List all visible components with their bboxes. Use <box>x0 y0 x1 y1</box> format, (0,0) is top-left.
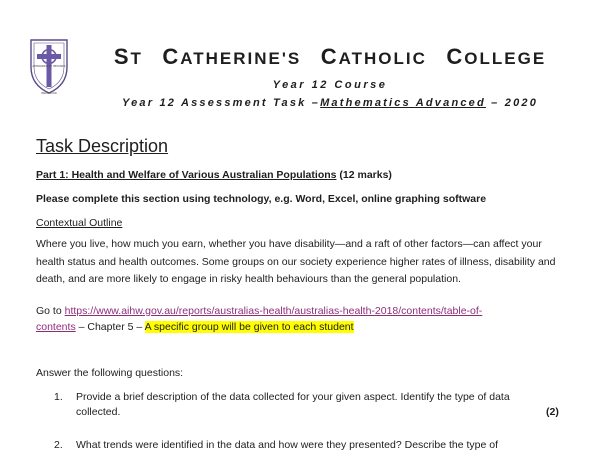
college-crest-logo <box>28 37 70 95</box>
instruction-text: Please complete this section using technology, e.g. Word, Excel, online graphing software <box>36 193 487 205</box>
highlighted-note: A specific group will be given to each student <box>144 321 354 333</box>
task-subtitle: Year 12 Assessment Task –Mathematics Advanced – 2020 <box>121 97 539 109</box>
question-number: 1. <box>54 391 63 403</box>
question-text: Provide a brief description of the data collected for your given aspect. Identify the type of data collected. <box>76 391 510 418</box>
svg-text:BRAIDWOOD: BRAIDWOOD <box>41 92 57 95</box>
course-subtitle: Year 12 Course <box>272 79 388 91</box>
school-name-title <box>100 44 560 70</box>
contextual-outline-paragraph: Where you live, how much you earn, whether you have disability—and a raft of other factors—can affect your health status and health outcomes. Some groups on our society experience higher rates of illness, disability and death, and are more likely to engage in risky health behaviours than the general population. <box>36 238 556 285</box>
title-word-1: ST <box>113 44 143 69</box>
goto-line: Go to https://www.aihw.gov.au/reports/australias-health/australias-health-2018/contents/table-of- <box>36 305 483 317</box>
question-number: 2. <box>54 439 63 451</box>
svg-text:ADMIRANDA ET IMITANDA: ADMIRANDA ET IMITANDA <box>32 65 66 68</box>
answer-intro: Answer the following questions: <box>36 367 184 379</box>
subject-name: Mathematics Advanced <box>320 97 486 109</box>
title-word-4: COLLEGE <box>446 44 547 69</box>
part-title: Part 1: Health and Welfare of Various Australian Populations (12 marks) <box>36 169 392 181</box>
task-description-heading: Task Description <box>36 136 169 156</box>
question-text: What trends were identified in the data and how were they presented? Describe the type of <box>76 439 498 451</box>
question-marks: (2) <box>546 406 559 418</box>
title-word-2: CATHERINE'S <box>162 44 302 69</box>
aihw-report-link[interactable]: https://www.aihw.gov.au/reports/australias-health/australias-health-2018/contents/table-of- <box>64 305 483 317</box>
chapter-line: contents – Chapter 5 – A specific group will be given to each student <box>36 321 354 333</box>
aihw-report-link-continued[interactable]: contents <box>36 321 76 333</box>
contextual-outline-label: Contextual Outline <box>36 217 123 229</box>
title-word-3: CATHOLIC <box>320 44 427 69</box>
